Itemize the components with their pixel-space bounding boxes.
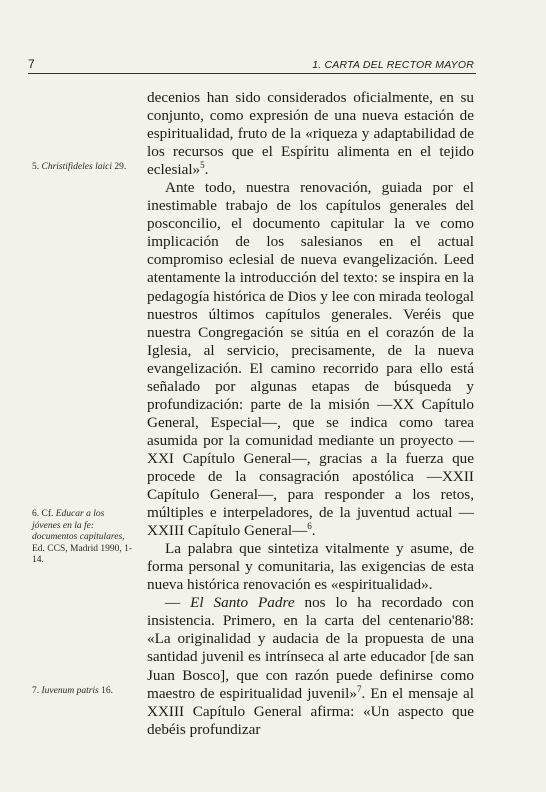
- running-head: 1. CARTA DEL RECTOR MAYOR: [312, 59, 474, 71]
- footnote-text: 29.: [114, 162, 127, 172]
- paragraph-end: .: [204, 161, 209, 179]
- main-text: [147, 89, 474, 739]
- footnote-number: 6.: [32, 509, 40, 519]
- paragraph-4: [147, 594, 474, 738]
- footnote-ref: 5: [200, 160, 205, 171]
- paragraph-dash: —: [165, 594, 191, 612]
- footnote-title: Educar a los jóvenes en la fe: documentos capitulares: [32, 509, 123, 542]
- paragraph-text: decenios han sido considerados oficialmente, en su conjunto, como expresión de una nueva estación de espiritualidad, fruto de la «riqueza y adaptabilidad de los recursos que el Espíritu alimenta en el tejido eclesial»: [147, 89, 474, 179]
- paragraph-2: [147, 179, 474, 540]
- footnote-title: Christifideles laici: [41, 162, 112, 172]
- footnote-title: Iuvenum patris: [41, 686, 99, 696]
- paragraph-end: .: [311, 522, 316, 540]
- footnote-ref: 6: [307, 521, 312, 532]
- paragraph-italic: El Santo Padre: [190, 594, 295, 612]
- margin-notes: [0, 0, 140, 792]
- page-number: 7: [28, 57, 35, 71]
- paragraph-end: . En el mensaje al XXIII Capítulo General afirma: «Un aspecto que debéis profundizar: [147, 684, 474, 738]
- footnote-prefix: Cf.: [41, 509, 56, 519]
- footnote-number: 5.: [32, 162, 40, 172]
- footnote-text: , Ed. CCS, Madrid 1990, 1-14.: [32, 532, 133, 565]
- paragraph-1: [147, 89, 474, 179]
- footnote-6: [32, 509, 132, 567]
- footnote-7: [32, 686, 132, 698]
- paragraph-3: [147, 540, 474, 594]
- footnote-number: 7.: [32, 686, 40, 696]
- footnote-text: 16.: [98, 686, 114, 696]
- paragraph-text: La palabra que sintetiza vitalmente y asume, de forma personal y comunitaria, las exigencias de esta nueva histórica renovación es «espiritualidad».: [147, 540, 474, 594]
- footnote-ref: 7: [356, 683, 362, 694]
- paragraph-text: nos lo ha recordado con insistencia. Primero, en la carta del centenario'88: «La originalidad y audacia de la propuesta de una santidad juvenil es intrínseca al arte educador [de san Juan Bosco], que con razón puede definirse como maestro de espiritualidad juvenil»: [147, 594, 475, 702]
- paragraph-text: Ante todo, nuestra renovación, guiada por el inestimable trabajo de los capítulos generales del posconcilio, el documento capitular la ve como implicación de los salesianos en el actual compromiso eclesial de nueva evangelización. Leed atentamente la introducción del texto: se inspira en la pedagogía histórica de Dios y lee con mirada teologal nuestros últimos capítulos generales. Veréis que nuestra Congregación se sitúa en el corazón de la Iglesia, al servicio, precisamente, de la nueva evangelización. El camino recorrido para ello está señalado por algunas etapas de búsqueda y profundización: parte de la misión —XX Capítulo General, Especial—, que se indica como tarea asumida por la comunidad mediante un proyecto —XXI Capítulo General—, gracias a la fuerza que procede de la consagración apostólica —XXII Capítulo General—, para responder a los retos, múltiples e interpeladores, de la juventud actual —XXIII Capítulo General—: [147, 179, 474, 540]
- footnote-5: [32, 162, 132, 174]
